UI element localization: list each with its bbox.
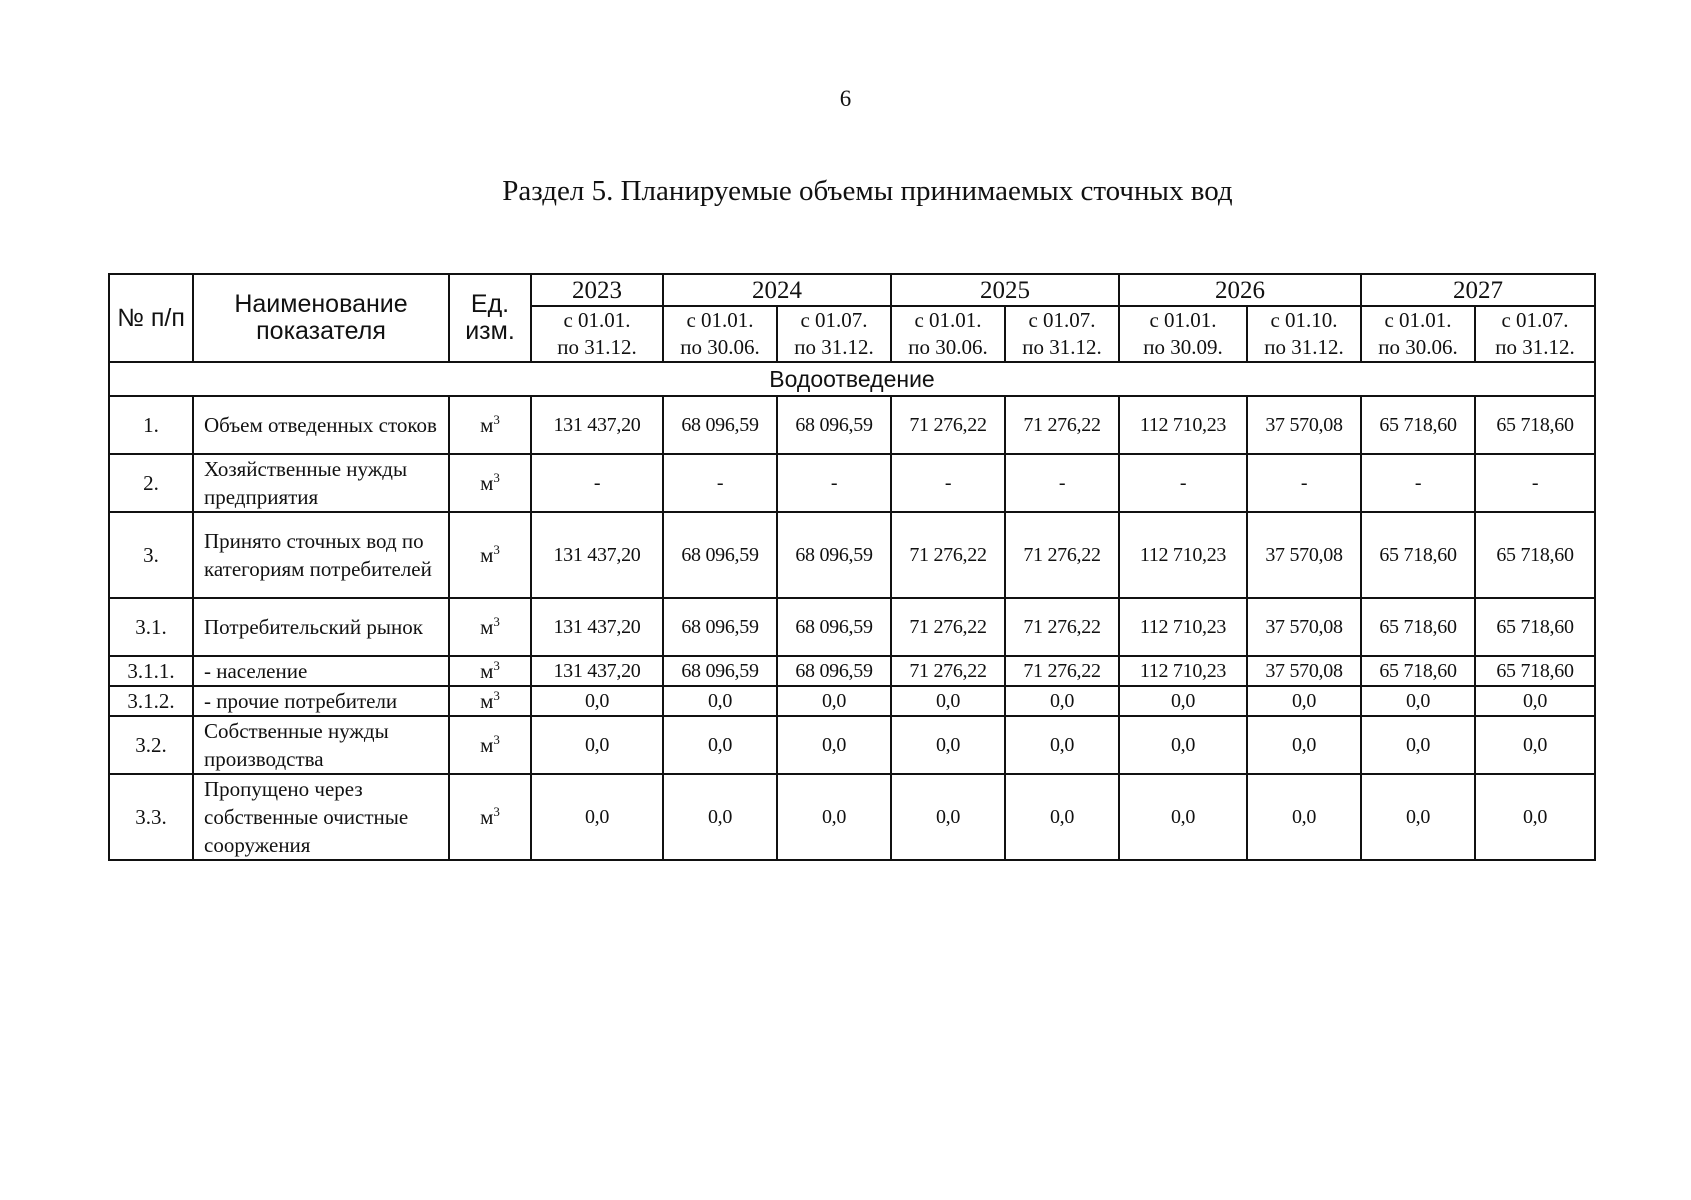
period-header — [531, 306, 663, 362]
value-cell: 65 718,60 — [1361, 656, 1475, 686]
header-unit — [449, 274, 531, 362]
value-cell: 71 276,22 — [1005, 396, 1119, 454]
row-indicator-name: Хозяйственные нужды предприятия — [193, 454, 449, 512]
value-cell: 71 276,22 — [891, 512, 1005, 598]
value-cell: 68 096,59 — [663, 512, 777, 598]
value-cell: 0,0 — [777, 774, 891, 860]
value-cell: 0,0 — [1247, 716, 1361, 774]
period-start: с 01.01. — [1384, 308, 1452, 332]
row-number: 3.1.1. — [109, 656, 193, 686]
header-name — [193, 274, 449, 362]
section-label: Водоотведение — [109, 362, 1595, 396]
unit-base: м — [480, 804, 494, 829]
value-cell: - — [663, 454, 777, 512]
table-row — [109, 454, 1595, 512]
row-number: 3. — [109, 512, 193, 598]
header-num-label: № п/п — [117, 303, 185, 332]
row-indicator-name: Собственные нужды производства — [193, 716, 449, 774]
value-cell: 0,0 — [1119, 686, 1247, 716]
value-cell: 0,0 — [1247, 686, 1361, 716]
value-cell: 68 096,59 — [663, 598, 777, 656]
value-cell: 0,0 — [531, 716, 663, 774]
value-cell: 0,0 — [663, 774, 777, 860]
unit-exponent: 3 — [493, 613, 500, 629]
period-header — [1119, 306, 1247, 362]
value-cell: 0,0 — [1475, 716, 1595, 774]
period-end: по 31.12. — [1264, 335, 1344, 359]
period-header — [1361, 306, 1475, 362]
value-cell: 65 718,60 — [1475, 656, 1595, 686]
value-cell: 131 437,20 — [531, 396, 663, 454]
table-row — [109, 598, 1595, 656]
unit-exponent: 3 — [493, 541, 500, 557]
value-cell: 65 718,60 — [1475, 598, 1595, 656]
value-cell: 37 570,08 — [1247, 598, 1361, 656]
value-cell: 0,0 — [891, 774, 1005, 860]
value-cell: 71 276,22 — [1005, 512, 1119, 598]
value-cell: 112 710,23 — [1119, 598, 1247, 656]
row-unit — [449, 686, 531, 716]
header-name-label: Наименование показателя — [234, 290, 408, 345]
row-indicator-name: Принято сточных вод по категориям потребителей — [193, 512, 449, 598]
wastewater-volumes-table — [108, 273, 1596, 861]
value-cell: 65 718,60 — [1475, 396, 1595, 454]
period-start: с 01.01. — [914, 308, 982, 332]
value-cell: 0,0 — [1475, 686, 1595, 716]
unit-exponent: 3 — [493, 469, 500, 485]
unit-base: м — [480, 412, 494, 437]
header-num — [109, 274, 193, 362]
value-cell: 65 718,60 — [1361, 396, 1475, 454]
header-row-years — [109, 274, 1595, 306]
period-start: с 01.01. — [686, 308, 754, 332]
row-indicator-name: Потребительский рынок — [193, 598, 449, 656]
period-header — [1475, 306, 1595, 362]
row-indicator-name: - прочие потребители — [193, 686, 449, 716]
value-cell: 0,0 — [777, 716, 891, 774]
value-cell: 112 710,23 — [1119, 396, 1247, 454]
unit-base: м — [480, 470, 494, 495]
year-header: 2023 — [531, 274, 663, 306]
value-cell: 0,0 — [891, 716, 1005, 774]
unit-base: м — [480, 614, 494, 639]
row-indicator-name: - население — [193, 656, 449, 686]
table-row — [109, 512, 1595, 598]
value-cell: 0,0 — [1361, 774, 1475, 860]
period-start: с 01.07. — [800, 308, 868, 332]
row-number: 3.2. — [109, 716, 193, 774]
year-header: 2027 — [1361, 274, 1595, 306]
header-unit-label: Ед. изм. — [465, 290, 515, 345]
row-number: 1. — [109, 396, 193, 454]
value-cell: - — [777, 454, 891, 512]
period-end: по 30.06. — [680, 335, 760, 359]
value-cell: 71 276,22 — [891, 656, 1005, 686]
value-cell: 65 718,60 — [1361, 512, 1475, 598]
value-cell: - — [531, 454, 663, 512]
row-indicator-name: Пропущено через собственные очистные сооружения — [193, 774, 449, 860]
period-header — [777, 306, 891, 362]
table-row — [109, 396, 1595, 454]
section-title: Раздел 5. Планируемые объемы принимаемых сточных вод — [502, 175, 1233, 207]
row-number: 3.1.2. — [109, 686, 193, 716]
period-header — [663, 306, 777, 362]
value-cell: 0,0 — [891, 686, 1005, 716]
period-end: по 31.12. — [557, 335, 637, 359]
period-end: по 31.12. — [1495, 335, 1575, 359]
row-unit — [449, 396, 531, 454]
value-cell: 0,0 — [531, 774, 663, 860]
value-cell: 0,0 — [1005, 774, 1119, 860]
row-number: 3.1. — [109, 598, 193, 656]
value-cell: 0,0 — [1361, 716, 1475, 774]
period-header — [1247, 306, 1361, 362]
value-cell: 37 570,08 — [1247, 396, 1361, 454]
value-cell: 0,0 — [1005, 716, 1119, 774]
table-row — [109, 774, 1595, 860]
unit-base: м — [480, 688, 494, 713]
table-row — [109, 656, 1595, 686]
value-cell: 0,0 — [1247, 774, 1361, 860]
value-cell: 68 096,59 — [663, 656, 777, 686]
page-number: 6 — [839, 86, 852, 111]
period-start: с 01.10. — [1270, 308, 1338, 332]
row-indicator-name: Объем отведенных стоков — [193, 396, 449, 454]
value-cell: 71 276,22 — [891, 396, 1005, 454]
value-cell: 37 570,08 — [1247, 512, 1361, 598]
unit-exponent: 3 — [493, 687, 500, 703]
value-cell: 37 570,08 — [1247, 656, 1361, 686]
value-cell: 65 718,60 — [1475, 512, 1595, 598]
row-number: 2. — [109, 454, 193, 512]
value-cell: 131 437,20 — [531, 656, 663, 686]
value-cell: 68 096,59 — [777, 656, 891, 686]
value-cell: 131 437,20 — [531, 598, 663, 656]
value-cell: 0,0 — [1119, 716, 1247, 774]
value-cell: 0,0 — [1005, 686, 1119, 716]
value-cell: - — [891, 454, 1005, 512]
value-cell: 71 276,22 — [1005, 598, 1119, 656]
value-cell: 0,0 — [1361, 686, 1475, 716]
row-unit — [449, 656, 531, 686]
value-cell: 131 437,20 — [531, 512, 663, 598]
unit-exponent: 3 — [493, 657, 500, 673]
value-cell: - — [1361, 454, 1475, 512]
unit-base: м — [480, 542, 494, 567]
row-unit — [449, 512, 531, 598]
period-end: по 30.06. — [1378, 335, 1458, 359]
period-start: с 01.01. — [563, 308, 631, 332]
unit-base: м — [480, 732, 494, 757]
table-body — [109, 274, 1595, 860]
value-cell: - — [1247, 454, 1361, 512]
period-header — [891, 306, 1005, 362]
row-unit — [449, 774, 531, 860]
value-cell: 68 096,59 — [777, 598, 891, 656]
value-cell: 65 718,60 — [1361, 598, 1475, 656]
value-cell: 68 096,59 — [663, 396, 777, 454]
section-row — [109, 362, 1595, 396]
value-cell: - — [1005, 454, 1119, 512]
unit-exponent: 3 — [493, 803, 500, 819]
value-cell: 0,0 — [663, 686, 777, 716]
value-cell: 68 096,59 — [777, 396, 891, 454]
value-cell: 112 710,23 — [1119, 512, 1247, 598]
row-number: 3.3. — [109, 774, 193, 860]
period-end: по 30.06. — [908, 335, 988, 359]
row-unit — [449, 716, 531, 774]
period-header — [1005, 306, 1119, 362]
year-header: 2024 — [663, 274, 891, 306]
period-start: с 01.01. — [1149, 308, 1217, 332]
period-end: по 31.12. — [794, 335, 874, 359]
value-cell: 0,0 — [777, 686, 891, 716]
value-cell: 68 096,59 — [777, 512, 891, 598]
value-cell: 112 710,23 — [1119, 656, 1247, 686]
value-cell: 0,0 — [1119, 774, 1247, 860]
row-unit — [449, 598, 531, 656]
value-cell: - — [1119, 454, 1247, 512]
value-cell: - — [1475, 454, 1595, 512]
value-cell: 0,0 — [1475, 774, 1595, 860]
year-header: 2026 — [1119, 274, 1361, 306]
unit-exponent: 3 — [493, 411, 500, 427]
period-start: с 01.07. — [1028, 308, 1096, 332]
period-end: по 30.09. — [1143, 335, 1223, 359]
unit-exponent: 3 — [493, 731, 500, 747]
value-cell: 71 276,22 — [1005, 656, 1119, 686]
year-header: 2025 — [891, 274, 1119, 306]
value-cell: 0,0 — [663, 716, 777, 774]
table-row — [109, 686, 1595, 716]
table-row — [109, 716, 1595, 774]
value-cell: 0,0 — [531, 686, 663, 716]
period-end: по 31.12. — [1022, 335, 1102, 359]
unit-base: м — [480, 658, 494, 683]
period-start: с 01.07. — [1501, 308, 1569, 332]
row-unit — [449, 454, 531, 512]
value-cell: 71 276,22 — [891, 598, 1005, 656]
